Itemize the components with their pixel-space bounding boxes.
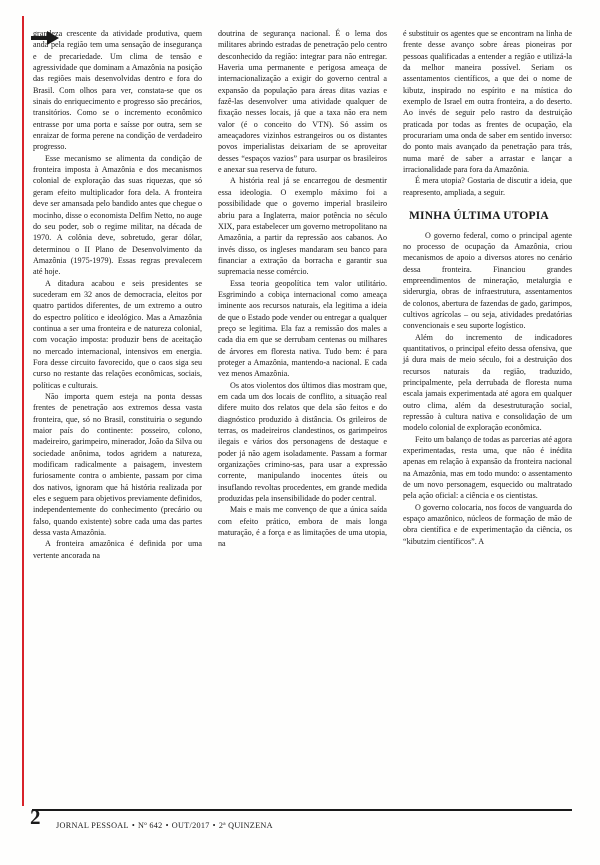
page-footer: [22, 805, 572, 837]
footer-separator: •: [165, 821, 169, 830]
paragraph: Os atos violentos dos últimos dias mostram que, em cada um dos locais de conflito, a situação real difere muito dos relatos que dela são feitos e do diagnóstico produzido à distância. Os grileiros de terras, os madeireiros clandestinos, os garimpeiros ilegais e vários dos personagens de destaque e poder já não agem isoladamente. Passam a formar organizações crimino-sas, para usar a expressão corrente, manipulando inocentes úteis ou insuflando revoltas procedentes, em grande medida produzidas pela insensibilidade do poder central.: [218, 380, 387, 504]
paragraph: O governo colocaria, nos focos de vanguarda do espaço amazônico, núcleos de formação de mão de obra científica e de experimentação da ciência, os “kibutzim científicos”. A: [403, 502, 572, 546]
page-number: 2: [30, 805, 41, 829]
footer-separator: •: [131, 821, 135, 830]
paragraph: doutrina de segurança nacional. É o lema dos militares abrindo estradas de penetração pelo centro desconhecido da região: integrar para não entregar. Haveria uma permanente e perigosa ameaça de internacionalização a exigir do governo central a expansão da população para áreas ditas vazias e fazê-las desenvolver uma atividade qualquer de fixação nesses locais, já que a taxa não era nem valor (é o conceito do VTN). Só assim os ameaçadores vizinhos estrangeiros ou os distantes povos imperialistas deixariam de se aproveitar desses “espaços vazios” para usurpar os brasileiros e anexar sua reserva de futuro.: [218, 29, 387, 175]
paragraph: Feito um balanço de todas as parcerias até agora experimentadas, resta uma, que não é inédita apenas em relação à expansão da fronteira nacional na Amazônia, mas em todo mundo: o assentamento de um novo personagem, esquecido ou maltratado pela ação oficial: a ciência e os cientistas.: [403, 434, 572, 501]
paragraph: Não importa quem esteja na ponta dessas frentes de penetração aos extremos dessa vasta fronteira, que, só no Brasil, constituiria o segundo maior país do continente: posseiro, colono, madeireiro, garimpeiro, minerador, João da Silva ou sociedade anônima, todos agridem a natureza, modificam radicalmente a paisagem, investem furiosamente contra o ambiente, passam por cima dos nativos, ignoram que há história realizada por eles e seguem para objetivos previamente definidos, independentemente do conhecimento (precário ou falso, quando existente) sobre cada uma das partes dessa vasta Amazônia.: [33, 392, 202, 538]
column-3: [403, 28, 572, 798]
paragraph: A fronteira amazônica é definida por uma vertente ancorada na: [33, 539, 202, 560]
paragraph: Essa teoria geopolítica tem valor utilitário. Esgrimindo a cobiça internacional como ameaça iminente aos recursos naturais, ela legitima a ideia de que o Estado pode vender ou entregar a qualquer preço se legitima. Ela faz a remissão dos males a cada dia em que se derrubam centenas ou milhares de árvores em floresta nativa. Tudo bem: é para proteger a Amazônia, mantendo-a nacional. E cada vez menos Amazônia.: [218, 278, 387, 379]
footer-divider: [32, 809, 572, 811]
paragraph: A história real já se encarregou de desmentir essa ideologia. O exemplo máximo foi a possibilidade que o governo imperial brasileiro abriu para a Inglaterra, maior potência no século XIX, para estabelecer um governo metropolitano na Amazônia, a partir da repressão aos cabanos. Ao invés disso, os ingleses mandaram seu banco para financiar a extração da borracha e garantir sua supremacia nesse comércio.: [218, 176, 387, 277]
paragraph: é substituir os agentes que se encontram na linha de frente desse avanço sobre áreas pioneiras por pessoas qualificadas a entender a região e utilizá-la da melhor maneira possível. Seriam os assentamentos científicos, a que dei o nome de kibutz, inspirado no espírito e na mística do exemplo de Israel em outra fronteira, a do deserto. Ao invés de seguir pelo rastro da destruição praticada por todas as frentes de ocupação, ela procurariam uma onda de saber em sentido inverso: do ponto mais avançado da penetração para trás, numa maré de saber a arrastar e lançar a irracionalidade para fora da Amazônia.: [403, 29, 572, 175]
footer-edition: 2ª QUINZENA: [218, 821, 273, 830]
column-2: [218, 28, 387, 798]
paragraph: grandeza crescente da atividade produtiva, quem anda pela região tem uma sensação de insegurança e de precariedade. Um clima de tensão e agressividade que dominam a Amazônia na posição das regiões mais desenvolvidas dentro e fora do Brasil. Com olhos para ver, constata-se que os sinais do enriquecimento e progresso são precários, transitórios. Como se o incremento econômico entrasse por uma porta e saísse por outra, sem se enraizar de forma perene na condição de verdadeiro progresso.: [33, 29, 202, 152]
footer-issue: Nº 642: [138, 821, 163, 830]
paragraph: A ditadura acabou e seis presidentes se sucederam em 32 anos de democracia, eleitos por quatro partidos diferentes, de um extremo a outro do espectro político e ideológico. Mas a Amazônia continua a ser uma fronteira e de natureza colonial, com vocação imposta: produzir bens de aceitação no mercado internacional, intensivos em energia. Fora desse circuito favorecido, que o caos siga seu curso no restante das relações econômicas, sociais, políticas e culturais.: [33, 278, 202, 390]
margin-rule: [22, 16, 24, 806]
footer-separator: •: [212, 821, 216, 830]
paragraph: O governo federal, como o principal agente no processo de ocupação da Amazônia, criou mecanismos de apoio a diversos atores no cenário dessa fronteira. Financiou grandes empreendimentos de mineração, metalurgia e siderurgia, obras de infraestrutura, assentamentos de colonos, abertura de fazendas de gado, garimpos, cultivos agrícolas – ou seja, atividades predatórias convencionais e seu suporte logístico.: [403, 230, 573, 331]
paragraph: Além do incremento de indicadores quantitativos, o principal efeito dessa ofensiva, que já dura mais de meio século, foi a destruição dos recursos naturais da região, traduzido, principalmente, pela derrubada de floresta numa escala jamais experimentada até agora em qualquer outro clima, além da desestruturação social, repressão à cultura nativa e consolidação de um modelo colonial de exploração econômica.: [403, 332, 572, 433]
footer-text: [56, 821, 273, 830]
footer-publication: JORNAL PESSOAL: [56, 821, 129, 830]
column-1: [33, 28, 202, 798]
paragraph: É mera utopia? Gostaria de discutir a ideia, que reapresento, ampliada, a seguir.: [403, 176, 572, 197]
section-heading: MINHA ÚLTIMA UTOPIA: [409, 210, 549, 223]
article-columns: [33, 28, 573, 798]
paragraph: Mais e mais me convenço de que a única saída com efeito prático, embora de mais longa maturação, é a força e as limitações de uma utopia, na: [218, 505, 387, 549]
paragraph: Esse mecanismo se alimenta da condição de fronteira imposta à Amazônia e dos mecanismos colonial de exploração das suas riquezas, que só geram efeito multiplicador fora dela. A fronteira deve ser amansada pelo bandido antes que chegue o mocinho, disse o economista Delfim Netto, no auge do seu poder, sob o regime militar, na década de 1970. A colônia deve, sobretudo, gerar dólar, determinou o II Plano de Desenvolvimento da Amazônia (1975-1979). Essas regras prevalecem até hoje.: [33, 153, 202, 277]
footer-date: OUT/2017: [171, 821, 210, 830]
